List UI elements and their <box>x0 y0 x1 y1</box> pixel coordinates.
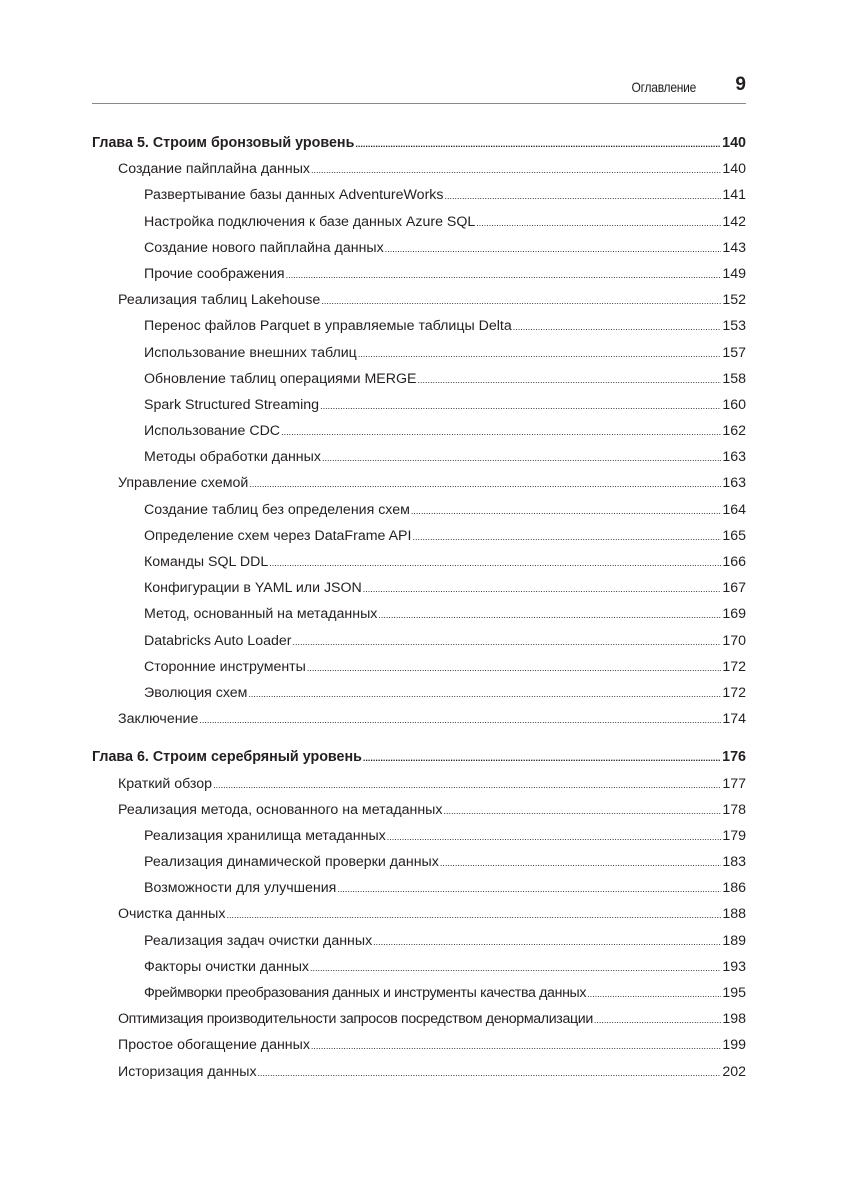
toc-entry-title: Реализация динамической проверки данных <box>144 854 439 871</box>
toc-entry-title: Создание пайплайна данных <box>118 161 311 178</box>
dot-leader <box>337 884 721 894</box>
toc-subsection-entry[interactable] <box>92 528 746 554</box>
dot-leader <box>594 1015 721 1025</box>
toc-entry-title: Возможности для улучшения <box>144 880 337 897</box>
toc-entry-title: Очистка данных <box>118 906 226 923</box>
toc-entry-page: 169 <box>722 606 746 623</box>
dot-leader <box>199 715 721 725</box>
dot-leader <box>248 689 721 699</box>
toc-entry-title: Управление схемой <box>118 475 249 492</box>
toc-subsection-entry[interactable] <box>92 449 746 475</box>
dot-leader <box>322 453 721 463</box>
toc-section-entry[interactable] <box>92 711 746 737</box>
toc-subsection-entry[interactable] <box>92 828 746 854</box>
toc-chapter-entry[interactable] <box>92 135 746 161</box>
running-header-title: Оглавление <box>631 79 696 95</box>
dot-leader <box>286 270 722 280</box>
toc-entry-page: 143 <box>722 239 746 256</box>
dot-leader <box>411 506 721 516</box>
toc-section-entry[interactable] <box>92 1064 746 1090</box>
dot-leader <box>355 139 721 149</box>
toc-entry-page: 193 <box>722 958 746 975</box>
running-header <box>92 72 746 104</box>
dot-leader <box>292 637 721 647</box>
dot-leader <box>412 532 721 542</box>
table-of-contents <box>92 135 746 1090</box>
toc-entry-page: 176 <box>722 749 746 766</box>
dot-leader <box>281 427 721 437</box>
toc-entry-page: 158 <box>722 370 746 387</box>
toc-entry-page: 160 <box>722 396 746 413</box>
toc-entry-title: Простое обогащение данных <box>118 1037 310 1054</box>
toc-entry-title: Создание таблиц без определения схем <box>144 501 410 518</box>
toc-subsection-entry[interactable] <box>92 985 746 1011</box>
dot-leader <box>440 858 722 868</box>
toc-entry-title: Настройка подключения к базе данных Azure SQL <box>144 213 476 230</box>
toc-subsection-entry[interactable] <box>92 345 746 371</box>
toc-entry-title: Глава 5. Строим бронзовый уровень <box>92 135 355 151</box>
dot-leader <box>310 963 721 973</box>
dot-leader <box>320 401 721 411</box>
dot-leader <box>476 218 721 228</box>
toc-entry-page: 142 <box>722 213 746 230</box>
toc-entry-title: Развертывание базы данных AdventureWorks <box>144 187 444 204</box>
dot-leader <box>321 296 721 306</box>
toc-entry-page: 162 <box>722 423 746 440</box>
toc-subsection-entry[interactable] <box>92 933 746 959</box>
toc-entry-page: 183 <box>722 854 746 871</box>
dot-leader <box>445 191 722 201</box>
toc-chapter-entry[interactable] <box>92 749 746 775</box>
dot-leader <box>249 479 721 489</box>
toc-entry-page: 163 <box>722 449 746 466</box>
toc-subsection-entry[interactable] <box>92 580 746 606</box>
toc-subsection-entry[interactable] <box>92 606 746 632</box>
toc-subsection-entry[interactable] <box>92 266 746 292</box>
toc-entry-title: Методы обработки данных <box>144 449 321 466</box>
toc-subsection-entry[interactable] <box>92 880 746 906</box>
toc-subsection-entry[interactable] <box>92 187 746 213</box>
dot-leader <box>213 780 721 790</box>
toc-entry-title: Команды SQL DDL <box>144 554 269 570</box>
toc-entry-page: 153 <box>722 318 746 335</box>
toc-entry-title: Прочие соображения <box>144 265 285 282</box>
dot-leader <box>358 349 722 359</box>
toc-entry-page: 174 <box>722 711 746 728</box>
toc-subsection-entry[interactable] <box>92 633 746 659</box>
dot-leader <box>373 937 721 947</box>
toc-entry-title: Эволюция схем <box>144 684 248 701</box>
toc-entry-page: 157 <box>722 344 746 361</box>
toc-entry-title: Реализация таблиц Lakehouse <box>118 292 321 309</box>
dot-leader <box>513 322 722 332</box>
toc-entry-title: Определение схем через DataFrame API <box>144 527 412 544</box>
page-number: 9 <box>735 74 746 95</box>
dot-leader <box>269 558 721 568</box>
toc-subsection-entry[interactable] <box>92 959 746 985</box>
dot-leader <box>311 165 721 175</box>
toc-entry-page: 172 <box>722 658 746 675</box>
toc-entry-title: Краткий обзор <box>118 775 213 792</box>
toc-section-entry[interactable] <box>92 475 746 501</box>
toc-entry-title: Заключение <box>118 711 199 728</box>
toc-subsection-entry[interactable] <box>92 240 746 266</box>
toc-entry-page: 140 <box>722 161 746 178</box>
toc-section-entry[interactable] <box>92 802 746 828</box>
toc-section-entry[interactable] <box>92 1037 746 1063</box>
toc-entry-title: Создание нового пайплайна данных <box>144 239 384 256</box>
toc-entry-page: 141 <box>722 187 746 204</box>
toc-entry-title: Использование CDC <box>144 423 281 440</box>
toc-section-entry[interactable] <box>92 906 746 932</box>
dot-leader <box>387 832 722 842</box>
toc-section-entry[interactable] <box>92 1011 746 1037</box>
toc-entry-title: Конфигурации в YAML или JSON <box>144 580 362 597</box>
toc-subsection-entry[interactable] <box>92 214 746 240</box>
toc-entry-title: Реализация задач очистки данных <box>144 932 373 949</box>
dot-leader <box>443 806 721 816</box>
toc-entry-title: Реализация метода, основанного на метаданных <box>118 801 443 818</box>
toc-subsection-entry[interactable] <box>92 659 746 685</box>
dot-leader <box>311 1041 721 1051</box>
dot-leader <box>307 663 721 673</box>
toc-entry-title: Факторы очистки данных <box>144 958 309 975</box>
toc-subsection-entry[interactable] <box>92 397 746 423</box>
toc-entry-title: Spark Structured Streaming <box>144 396 320 413</box>
toc-subsection-entry[interactable] <box>92 318 746 344</box>
toc-entry-page: 186 <box>722 880 746 897</box>
toc-entry-title: Databricks Auto Loader <box>144 632 292 649</box>
toc-entry-page: 152 <box>722 292 746 309</box>
toc-entry-title: Использование внешних таблиц <box>144 344 357 361</box>
toc-entry-page: 170 <box>722 632 746 649</box>
toc-section-entry[interactable] <box>92 161 746 187</box>
toc-entry-title: Оптимизация производительности запросов посредством денормализации <box>118 1011 593 1028</box>
toc-subsection-entry[interactable] <box>92 685 746 711</box>
toc-subsection-entry[interactable] <box>92 423 746 449</box>
toc-entry-title: Перенос файлов Parquet в управляемые таблицы Delta <box>144 318 512 335</box>
toc-entry-page: 149 <box>722 265 746 282</box>
toc-entry-page: 167 <box>722 580 746 597</box>
toc-entry-title: Фреймворки преобразования данных и инструменты качества данных <box>144 985 587 1001</box>
toc-entry-page: 188 <box>722 906 746 923</box>
toc-entry-page: 195 <box>722 985 746 1001</box>
toc-entry-page: 179 <box>722 827 746 844</box>
toc-entry-title: Метод, основанный на метаданных <box>144 606 378 623</box>
toc-entry-title: Обновление таблиц операциями MERGE <box>144 370 417 387</box>
toc-entry-page: 178 <box>722 801 746 818</box>
toc-entry-title: Реализация хранилища метаданных <box>144 827 386 844</box>
toc-subsection-entry[interactable] <box>92 371 746 397</box>
toc-subsection-entry[interactable] <box>92 502 746 528</box>
toc-entry-page: 199 <box>722 1037 746 1054</box>
dot-leader <box>378 610 721 620</box>
toc-entry-page: 164 <box>722 501 746 518</box>
toc-section-entry[interactable] <box>92 776 746 802</box>
toc-entry-page: 202 <box>722 1063 746 1080</box>
dot-leader <box>226 910 721 920</box>
toc-entry-title: Историзация данных <box>118 1063 257 1080</box>
dot-leader <box>385 244 722 254</box>
toc-section-entry[interactable] <box>92 292 746 318</box>
dot-leader <box>363 584 722 594</box>
dot-leader <box>258 1068 722 1078</box>
toc-entry-page: 172 <box>722 684 746 701</box>
toc-entry-page: 166 <box>722 554 746 570</box>
toc-entry-title: Сторонние инструменты <box>144 658 306 675</box>
dot-leader <box>363 753 721 763</box>
toc-entry-page: 140 <box>722 135 746 151</box>
toc-entry-page: 177 <box>722 775 746 792</box>
toc-entry-page: 198 <box>722 1011 746 1028</box>
dot-leader <box>417 375 721 385</box>
toc-entry-page: 165 <box>722 527 746 544</box>
dot-leader <box>587 989 721 999</box>
toc-subsection-entry[interactable] <box>92 854 746 880</box>
toc-entry-title: Глава 6. Строим серебряный уровень <box>92 749 362 766</box>
toc-entry-page: 163 <box>722 475 746 492</box>
toc-subsection-entry[interactable] <box>92 554 746 580</box>
toc-entry-page: 189 <box>722 932 746 949</box>
